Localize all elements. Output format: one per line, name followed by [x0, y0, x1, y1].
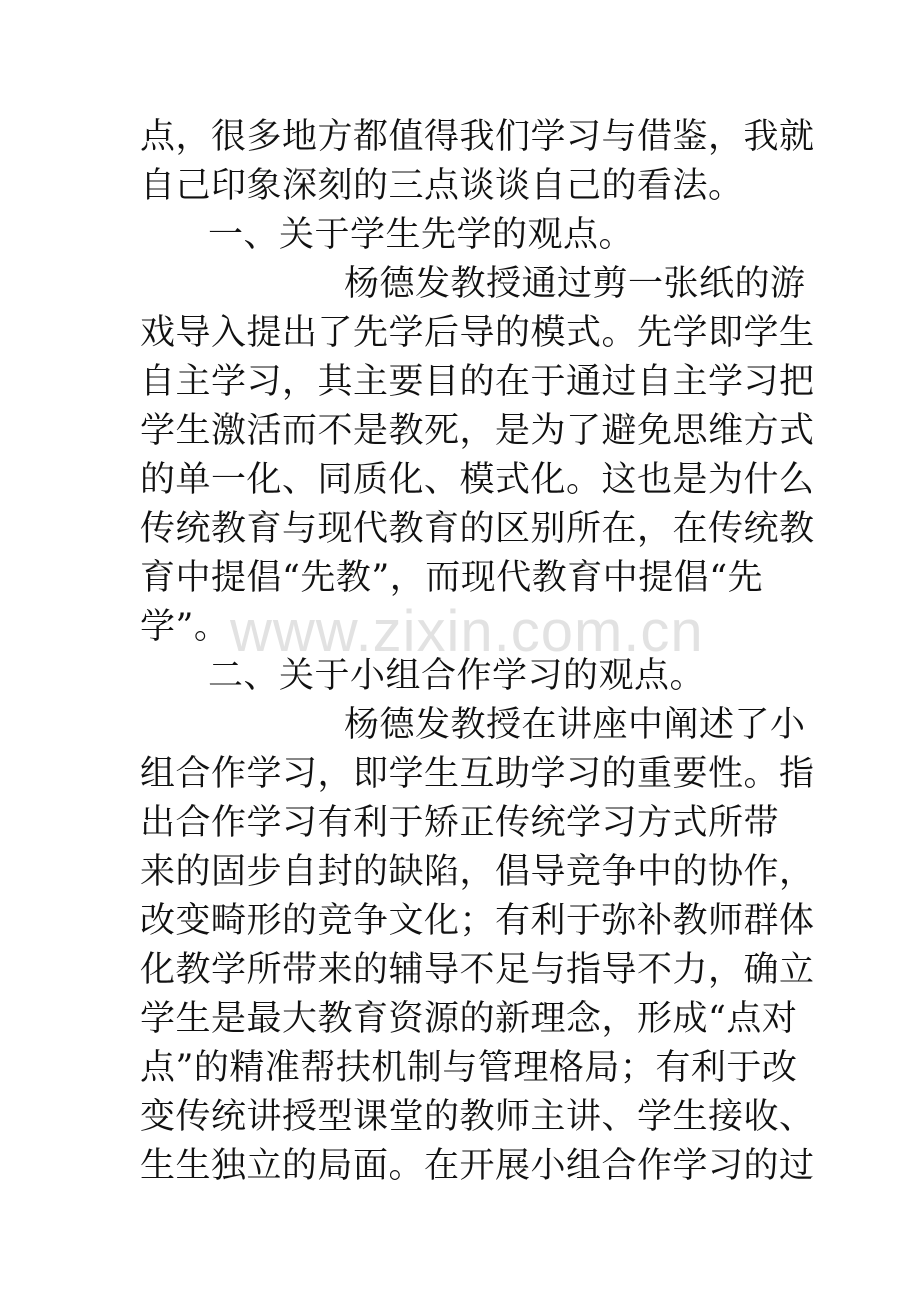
text-line: 学生激活而不是教死，是为了避免思维方式 — [140, 411, 815, 451]
paragraph-start: 杨德发教授在讲座中阐述了小 — [344, 705, 806, 745]
paragraph-start: 杨德发教授通过剪一张纸的游 — [344, 264, 806, 304]
text-line: 生生独立的局面。在开展小组合作学习的过 — [140, 1146, 815, 1186]
text-line: 组合作学习，即学生互助学习的重要性。指 — [140, 754, 815, 794]
text-line: 来的固步自封的缺陷，倡导竞争中的协作， — [140, 852, 815, 892]
text-line: 的单一化、同质化、模式化。这也是为什么 — [140, 460, 815, 500]
text-line: 化教学所带来的辅导不足与指导不力，确立 — [140, 950, 815, 990]
text-line: 点，很多地方都值得我们学习与借鉴，我就 — [140, 117, 815, 157]
text-line: 戏导入提出了先学后导的模式。先学即学生 — [140, 313, 815, 353]
section-heading-1: 一、关于学生先学的观点。 — [208, 215, 635, 255]
text-line: 自主学习，其主要目的在于通过自主学习把 — [140, 362, 815, 402]
text-line: 改变畸形的竞争文化；有利于弥补教师群体 — [140, 901, 815, 941]
text-line: 学生是最大教育资源的新理念，形成“点对 — [140, 999, 798, 1039]
section-heading-2: 二、关于小组合作学习的观点。 — [208, 656, 706, 696]
text-line: 育中提倡“先教”，而现代教育中提倡“先 — [140, 558, 764, 598]
text-line: 传统教育与现代教育的区别所在，在传统教 — [140, 509, 815, 549]
text-line: 学”。 — [140, 607, 230, 647]
text-line: 出合作学习有利于矫正传统学习方式所带 — [140, 803, 780, 843]
text-line: 自己印象深刻的三点谈谈自己的看法。 — [140, 166, 744, 206]
watermark: www.zixin.com.cn — [230, 599, 704, 664]
text-line: 变传统讲授型课堂的教师主讲、学生接收、 — [140, 1097, 815, 1137]
text-line: 点”的精准帮扶机制与管理格局；有利于改 — [140, 1048, 798, 1088]
